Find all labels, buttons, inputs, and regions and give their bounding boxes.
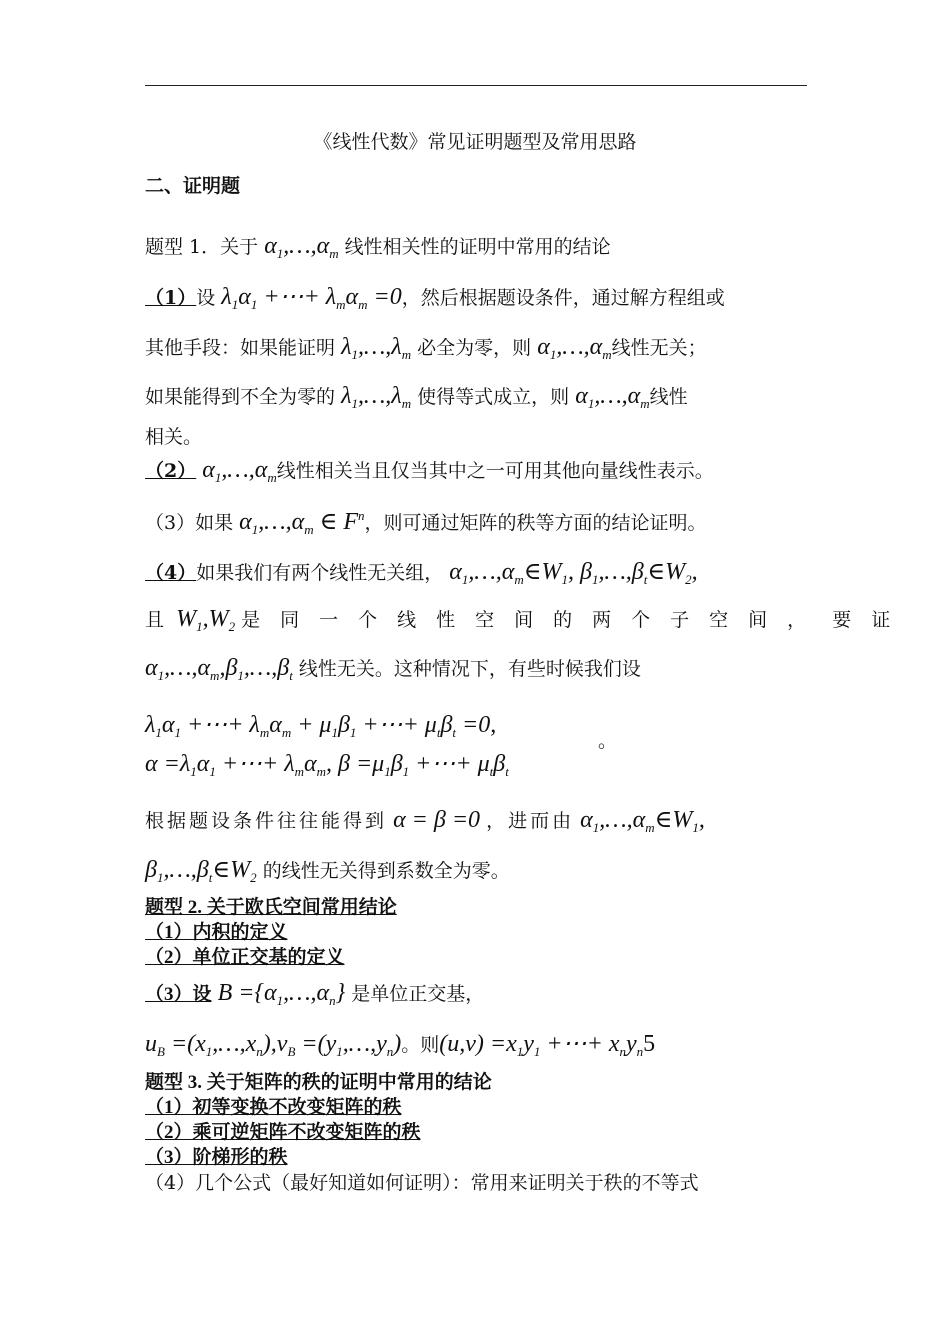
q3-item3: （3）阶梯形的秩 bbox=[145, 1147, 288, 1168]
q2-item2: （2）单位正交基的定义 bbox=[145, 947, 345, 968]
q3-heading: 题型 3. 关于矩阵的秩的证明中常用的结论 bbox=[145, 1072, 492, 1093]
q2-item3-line1: （3）设 $B =\{\alpha_1,\dots,\alpha_n\}$ 是单位正交基， bbox=[145, 980, 485, 1008]
formula: $\alpha_1,\dots,\alpha_m$ bbox=[537, 334, 612, 362]
q1-heading: 题型 1．关于 $\alpha_1,\dots,\alpha_m$ 线性相关性的证明中常用的结论 bbox=[145, 233, 611, 261]
page-title: 《线性代数》常见证明题型及常用思路 bbox=[313, 131, 637, 153]
q1-item4-line1: （4）如果我们有两个线性无关组， $\alpha_1,\dots,\alpha_m\in W_1$, $\beta_1,\dots,\beta_t\in W_2$, bbox=[145, 559, 698, 587]
header-rule bbox=[145, 85, 807, 86]
q1-item4-line2: 且 $W_1,W_2$ 是同一个线性空间的两个子空间， 要证 bbox=[145, 606, 911, 634]
formula: $\alpha =\lambda_1\alpha_1$ +⋯+ $\lambda_m\alpha_m$, $\beta =\mu_1\beta_1$ +⋯+ $\mu_t\beta_t$ bbox=[145, 751, 509, 779]
q3-item4: （4）几个公式（最好知道如何证明）：常用来证明关于秩的不等式 bbox=[145, 1172, 699, 1194]
formula: $\lambda_1\alpha_1$ +⋯+ $\lambda_m\alpha_m + \mu_1\beta_1$ +⋯+ $\mu_t\beta_t =0$, bbox=[145, 712, 497, 740]
formula: $\lambda_1,\dots,\lambda_m$ bbox=[341, 334, 412, 362]
q1-item1-line1: （1）设 $\lambda_1\alpha_1$ +⋯+ $\lambda_m\alpha_m =0$，然后根据题设条件，通过解方程组或 bbox=[145, 284, 725, 312]
q2-item1: （1）内积的定义 bbox=[145, 922, 288, 943]
q1-item1-line4: 相关。 bbox=[145, 426, 203, 448]
formula: $\alpha_1,\dots,\alpha_m,\beta_1,\dots,\beta_t$ bbox=[145, 655, 293, 683]
q3-item2: （2）乘可逆矩阵不改变矩阵的秩 bbox=[145, 1122, 421, 1143]
q3-item1: （1）初等变换不改变矩阵的秩 bbox=[145, 1097, 402, 1118]
formula: $\beta_1,\dots,\beta_t\in W_2$ bbox=[145, 857, 257, 885]
formula: $\alpha_1,\dots,\alpha_m$ bbox=[264, 233, 339, 261]
formula: α = β =0 bbox=[393, 807, 481, 833]
formula: $\alpha_1,\dots,\alpha_m$ bbox=[202, 457, 277, 485]
section-heading: 二、证明题 bbox=[145, 175, 241, 197]
q1-item4-line3: $\alpha_1,\dots,\alpha_m,\beta_1,\dots,\beta_t$ 线性无关。这种情况下，有些时候我们设 bbox=[145, 655, 641, 683]
q1-item3: （3）如果 $\alpha_1,\dots,\alpha_m$ ∈ $F^n$，则可通过矩阵的秩等方面的结论证明。 bbox=[145, 508, 707, 537]
q1-item1-line2: 其他手段：如果能证明 $\lambda_1,\dots,\lambda_m$ 必全为零，则 $\alpha_1,\dots,\alpha_m$线性无关； bbox=[145, 334, 707, 362]
q1-item4-eq2 bbox=[145, 752, 509, 778]
formula: $\lambda_1,\dots,\lambda_m$ bbox=[341, 383, 412, 411]
formula: $W_1,W_2$ bbox=[176, 606, 236, 634]
q1-item1-line3: 如果能得到不全为零的 $\lambda_1,\dots,\lambda_m$ 使得等式成立，则 $\alpha_1,\dots,\alpha_m$线性 bbox=[145, 383, 688, 411]
q2-heading: 题型 2. 关于欧氏空间常用结论 bbox=[145, 897, 397, 918]
q1-item4-line5: $\beta_1,\dots,\beta_t\in W_2$ 的线性无关得到系数全为零。 bbox=[145, 857, 510, 885]
formula: $(u,v) =x_1y_1$ +⋯+ $x_ny_n$ bbox=[439, 1031, 644, 1059]
q1-item4-eq1 bbox=[145, 713, 496, 739]
q1-item2: （2） $\alpha_1,\dots,\alpha_m$线性相关当且仅当其中之一可用其他向量线性表示。 bbox=[145, 457, 714, 485]
formula: $\alpha_1,\dots,\alpha_m\in W_1$, bbox=[580, 807, 705, 835]
formula: $u_B$ $=(x_1,\dots,x_n),v_B$ $=(y_1,\dots,y_n)$ bbox=[145, 1031, 402, 1059]
formula: $\alpha_1,\dots,\alpha_m\in W_1$, $\beta_1,\dots,\beta_t\in W_2$, bbox=[449, 559, 698, 587]
formula: $\alpha_1,\dots,\alpha_m$ ∈ $F^n$ bbox=[239, 508, 365, 537]
q2-item3-line2: $u_B$ $=(x_1,\dots,x_n),v_B$ $=(y_1,\dots,y_n)$。则$(u,v) =x_1y_1$ +⋯+ $x_ny_n5$ bbox=[145, 1031, 656, 1059]
q1-item4-period: 。 bbox=[598, 730, 618, 752]
formula: $B =\{\alpha_1,\dots,\alpha_n\}$ bbox=[217, 980, 346, 1008]
formula: $\alpha_1,\dots,\alpha_m$ bbox=[575, 383, 650, 411]
formula: $\lambda_1\alpha_1$ +⋯+ $\lambda_m\alpha_m =0$ bbox=[221, 284, 402, 312]
q1-item4-line4: 根据题设条件往往能得到 α = β =0 ，进而由 $\alpha_1,\dots,\alpha_m\in W_1$, bbox=[145, 807, 705, 835]
